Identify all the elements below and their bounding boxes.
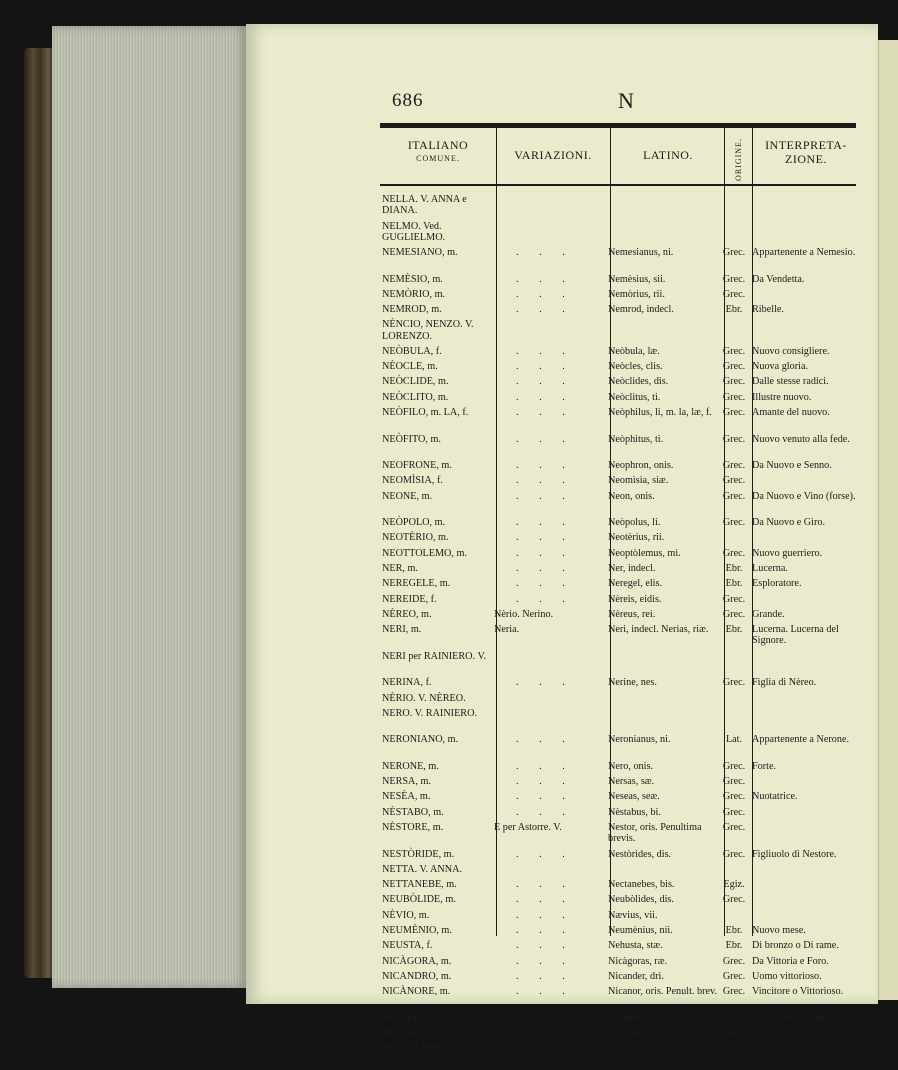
table-row	[382, 1013, 862, 1028]
cell-it: NICÀNORE, m.	[382, 986, 451, 998]
cell-la: Nèreis, eidis.	[608, 593, 662, 605]
cell-it: NICÀSIO, m.	[382, 1028, 439, 1039]
cell-it: NETTANEBE, m.	[382, 879, 457, 891]
cell-va: . . .	[516, 677, 574, 689]
cell-in: Da Nuovo e Senno.	[752, 460, 832, 472]
cell-it: NER, m.	[382, 563, 418, 575]
cell-or: Grec.	[722, 361, 746, 373]
cell-or: Grec.	[722, 460, 746, 472]
cell-va: . . .	[516, 955, 574, 967]
cell-va: . . .	[516, 304, 574, 316]
cell-it: NETTA. V. ANNA.	[382, 863, 463, 875]
cell-or: Ebr.	[725, 624, 743, 636]
table-row	[382, 221, 862, 248]
table-row	[382, 407, 862, 434]
cell-it: NEÒPOLO, m.	[382, 517, 446, 529]
cell-va: . . .	[516, 848, 574, 860]
cell-it: NEMESIANO, m.	[382, 247, 458, 258]
cell-in: Di bronzo o Di rame.	[752, 940, 839, 952]
header-comune-label: COMUNE.	[416, 154, 460, 163]
table-row	[382, 460, 862, 475]
cell-va: . . .	[516, 734, 574, 746]
table-row	[382, 548, 862, 563]
table-row	[382, 1043, 862, 1070]
cell-or: Grec.	[722, 593, 746, 605]
table-row	[382, 791, 862, 806]
cell-la: Neòpolus, li.	[608, 517, 661, 529]
cell-la: Neòphilus, li, m. la, læ, f.	[608, 407, 712, 419]
table-row	[382, 734, 862, 761]
table-row	[382, 864, 862, 879]
cell-va: . . .	[516, 760, 574, 772]
facing-page-edge	[878, 40, 898, 1000]
cell-it: NEÒFILO, m. LA, f.	[382, 407, 469, 419]
cell-in: Figlia di Nèreo.	[752, 677, 817, 689]
cell-it: NEÒCLIDE, m.	[382, 376, 449, 388]
cell-or: Ebr.	[725, 578, 743, 590]
cell-va: . . .	[516, 517, 574, 529]
table-row	[382, 677, 862, 692]
header-latino: LATINO.	[643, 148, 693, 162]
cell-it: NEOFRONE, m.	[382, 460, 452, 472]
cell-la: Nicàgoras, ræ.	[608, 955, 668, 967]
cell-la: Nicarete, tis.	[608, 1012, 660, 1024]
cell-it: NERO. V. RAINIERO.	[382, 707, 477, 719]
cell-or: Grec.	[722, 547, 746, 559]
cell-va: . . .	[516, 391, 574, 403]
cell-la: Nemesianus, ni.	[608, 247, 674, 258]
cell-or: Grec.	[722, 986, 746, 998]
cell-va: . . .	[516, 970, 574, 982]
header-italiano	[380, 138, 496, 166]
cell-in: Nuova gloria.	[752, 361, 809, 373]
table-row	[382, 693, 862, 708]
cell-va: . . .	[516, 345, 574, 357]
cell-la: Neri, indecl. Nerias, riæ.	[608, 624, 709, 636]
cell-la: Neòcles, clis.	[608, 361, 663, 373]
table-row	[382, 517, 862, 532]
table-row	[382, 849, 862, 864]
table-row	[382, 708, 862, 735]
cell-it: NÈSTABO, m.	[382, 806, 444, 818]
cell-in: Uomo vittorioso.	[752, 970, 822, 982]
table-row	[382, 940, 862, 955]
cell-or: Grec.	[722, 791, 746, 803]
cell-la: Neotèrius, rii.	[608, 532, 665, 544]
cell-va: . . .	[516, 490, 574, 502]
cell-la: Neòbula, læ.	[608, 345, 660, 357]
cell-va: . . .	[516, 986, 574, 998]
cell-it: NEMÈSIO, m.	[382, 273, 443, 285]
cell-la: Neoptòlemus, mi.	[608, 547, 681, 559]
cell-in: Da Nuovo e Giro.	[752, 517, 825, 529]
cell-it: NÈREO, m.	[382, 608, 432, 620]
cell-it: NESÈA, m.	[382, 791, 431, 803]
cell-va: Nèrio. Nerino.	[494, 608, 554, 620]
table-row	[382, 925, 862, 940]
cell-va: . . .	[516, 288, 574, 300]
cell-la: Nicander, dri.	[608, 970, 664, 982]
cell-or: Grec.	[722, 776, 746, 788]
table-row	[382, 346, 862, 361]
cell-it: NERINA, f.	[382, 677, 432, 689]
cell-or: Grec.	[722, 1012, 746, 1024]
book-spine	[24, 48, 54, 978]
cell-in: Vincitore o Vittorioso.	[752, 986, 844, 998]
table-row	[382, 434, 862, 461]
cell-in: Nuovo venuto alla fede.	[752, 433, 850, 445]
cell-it: NÈOCLE, m.	[382, 361, 438, 373]
cell-or: Egiz.	[723, 879, 745, 891]
table-row	[382, 956, 862, 971]
page-number: 686	[392, 90, 424, 111]
cell-it: NEONE, m.	[382, 490, 433, 502]
cell-la: Neomìsia, siæ.	[608, 475, 669, 487]
cell-in: Da Nuovo e Vino (forse).	[752, 490, 856, 502]
cell-it: NEÒBULA, f.	[382, 345, 442, 357]
page-edges	[52, 26, 248, 988]
cell-va: . . .	[516, 361, 574, 373]
cell-va: . . .	[516, 909, 574, 921]
cell-it: NELMO. Ved. GUGLIELMO.	[382, 220, 446, 243]
table-row	[382, 807, 862, 822]
cell-la: Nèreus, rei.	[608, 608, 656, 620]
cell-or: Grec.	[722, 848, 746, 860]
cell-it: NICÀGORA, m.	[382, 955, 452, 967]
cell-va: . . .	[516, 593, 574, 605]
table-row	[382, 289, 862, 304]
cell-va: . . .	[516, 940, 574, 952]
header-origine	[726, 134, 750, 184]
table-row	[382, 578, 862, 593]
cell-la: Neòclitus, ti.	[608, 391, 661, 403]
cell-la: Neon, onis.	[608, 490, 655, 502]
dictionary-page	[246, 24, 878, 1055]
section-letter: N	[618, 88, 634, 113]
cell-in: Nuotatrice.	[752, 791, 798, 803]
cell-la: Neòclides, dis.	[608, 376, 669, 388]
cell-la: Neregel, elis.	[608, 578, 663, 590]
cell-or: Grec.	[722, 822, 746, 834]
cell-la: Nævius, vii.	[608, 909, 658, 921]
cell-va: . . .	[516, 460, 574, 472]
cell-in: Nuovo consigliere.	[752, 345, 830, 357]
cell-or: Grec.	[722, 490, 746, 502]
cell-la: Ner, indecl.	[608, 563, 656, 575]
cell-or: Grec.	[722, 608, 746, 620]
cell-in: Nuovo guerriero.	[752, 547, 823, 559]
cell-la: Neubòlides, dis.	[608, 894, 674, 906]
cell-or: Grec.	[722, 760, 746, 772]
cell-va: . . .	[516, 791, 574, 803]
cell-va: . . .	[516, 247, 574, 258]
cell-it: NEUSTA, f.	[382, 940, 433, 952]
cell-va: . . .	[516, 776, 574, 788]
cell-la: Nemèsius, sii.	[608, 273, 666, 285]
cell-va: . . .	[516, 879, 574, 891]
cell-in: Lucerna.	[752, 563, 788, 575]
cell-or: Grec.	[722, 1028, 746, 1039]
cell-it: NESTÒRIDE, m.	[382, 848, 455, 860]
table-row	[382, 532, 862, 547]
cell-or: Grec.	[722, 247, 746, 258]
cell-va: . . .	[516, 563, 574, 575]
cell-it: NERSA, m.	[382, 776, 431, 788]
cell-in: Nuovo mese.	[752, 925, 806, 937]
cell-in: Illustre nuovo.	[752, 391, 812, 403]
cell-in: Lucerna. Lucerna del Signore.	[752, 624, 839, 647]
cell-va: . . .	[516, 433, 574, 445]
table-row	[382, 651, 862, 678]
table-row	[382, 1028, 862, 1043]
cell-or: Grec.	[722, 273, 746, 285]
header-bottom-rule	[380, 184, 856, 186]
cell-va: Neria.	[494, 624, 520, 636]
cell-in: Da Vittoria e Foro.	[752, 955, 829, 967]
cell-va: . . .	[516, 547, 574, 559]
cell-it: NÈVIO, m.	[382, 909, 430, 921]
cell-it: NEÒCLITO, m.	[382, 391, 449, 403]
cell-in: Da Vendetta.	[752, 273, 805, 285]
table-row	[382, 491, 862, 518]
cell-va: . . .	[516, 925, 574, 937]
cell-in: Appartenente a Nerone.	[752, 734, 850, 746]
cell-va: . . .	[516, 407, 574, 419]
cell-it: NÈNCIO, NENZO. V. LORENZO.	[382, 319, 474, 342]
table-row	[382, 361, 862, 376]
cell-la: Nemrod, indecl.	[608, 304, 674, 316]
cell-va: . . .	[516, 532, 574, 544]
table-row	[382, 986, 862, 1013]
table-row	[382, 563, 862, 578]
cell-or: Grec.	[722, 376, 746, 388]
header-interpretazione: INTERPRETA-ZIONE.	[765, 138, 847, 166]
cell-or: Grec.	[722, 955, 746, 967]
cell-va: . . .	[516, 376, 574, 388]
cell-it: NEUBÒLIDE, m.	[382, 894, 456, 906]
cell-va: . . .	[516, 578, 574, 590]
cell-va: . . .	[516, 273, 574, 285]
header-top-rule	[380, 123, 856, 128]
cell-or: Ebr.	[725, 304, 743, 316]
cell-it: NERI per RAINIERO. V.	[382, 650, 487, 662]
cell-it: NERONIANO, m.	[382, 734, 459, 746]
cell-va: . . .	[516, 1028, 574, 1039]
table-row	[382, 776, 862, 791]
cell-or: Ebr.	[725, 925, 743, 937]
cell-it: NEOTTOLEMO, m.	[382, 547, 467, 559]
cell-la: Nero, onis.	[608, 760, 653, 772]
cell-it: NERI, m.	[382, 624, 422, 636]
cell-la: Nemòrius, rii.	[608, 288, 665, 300]
cell-la: Nectanebes, bis.	[608, 879, 675, 891]
cell-la: Nersas, sæ.	[608, 776, 655, 788]
table-row	[382, 274, 862, 289]
cell-it: NICARETE, f.	[382, 1012, 444, 1024]
cell-va: E per Astorre. V.	[494, 822, 562, 834]
cell-it: NEMROD, m.	[382, 304, 442, 316]
cell-or: Grec.	[722, 970, 746, 982]
cell-or: Lat.	[725, 734, 743, 746]
cell-or: Grec.	[722, 894, 746, 906]
cell-or: Grec.	[722, 345, 746, 357]
cell-in: Amante del nuovo.	[752, 407, 830, 419]
cell-or: Grec.	[722, 288, 746, 300]
entry-list	[382, 194, 862, 1070]
cell-it: NICE. V. BERENICE.	[382, 1043, 475, 1055]
cell-la: Nehusta, stæ.	[608, 940, 663, 952]
cell-la: Neòphitus, ti.	[608, 433, 664, 445]
table-row	[382, 594, 862, 609]
cell-la: Nestor, oris. Penultima brevis.	[608, 822, 702, 845]
header-variazioni: VARIAZIONI.	[514, 148, 592, 162]
table-row	[382, 971, 862, 986]
cell-or: Grec.	[722, 391, 746, 403]
cell-va: . . .	[516, 1012, 574, 1024]
cell-va: . . .	[516, 475, 574, 487]
header-italiano-label: ITALIANO	[407, 138, 469, 152]
header-origine-label: ORIGINE.	[733, 137, 743, 181]
cell-it: NERONE, m.	[382, 760, 439, 772]
cell-or: Grec.	[722, 475, 746, 487]
cell-in: Forte.	[752, 760, 777, 772]
cell-va: . . .	[516, 806, 574, 818]
cell-or: Grec.	[722, 433, 746, 445]
cell-in: Appartenente a Nemesio.	[752, 247, 856, 258]
cell-it: NEOTÈRIO, m.	[382, 532, 449, 544]
cell-in: Figliuolo di Nestore.	[752, 848, 837, 860]
table-row	[382, 624, 862, 651]
cell-or: Ebr.	[725, 563, 743, 575]
cell-va: . . .	[516, 894, 574, 906]
table-row	[382, 194, 862, 221]
table-row	[382, 910, 862, 925]
cell-or: Grec.	[722, 517, 746, 529]
cell-or: Grec.	[722, 806, 746, 818]
cell-in: Esploratore.	[752, 578, 802, 590]
cell-or: Grec.	[722, 407, 746, 419]
cell-la: Neronianus, ni.	[608, 734, 671, 746]
cell-it: NEMÒRIO, m.	[382, 288, 446, 300]
table-row	[382, 894, 862, 909]
table-row	[382, 392, 862, 407]
table-row	[382, 761, 862, 776]
cell-it: NELLA. V. ANNA e DIANA.	[382, 194, 467, 217]
table-row	[382, 609, 862, 624]
cell-in: Dalle stesse radici.	[752, 376, 829, 388]
cell-it: NEOMÌSIA, f.	[382, 475, 443, 487]
table-row	[382, 475, 862, 490]
cell-it: NICANDRO, m.	[382, 970, 452, 982]
table-row	[382, 822, 862, 849]
cell-or: Grec.	[722, 677, 746, 689]
cell-la: Nèstabus, bi.	[608, 806, 661, 818]
table-row	[382, 376, 862, 391]
table-row	[382, 879, 862, 894]
table-row	[382, 247, 862, 274]
table-row	[382, 319, 862, 346]
cell-it: NEREIDE, f.	[382, 593, 437, 605]
cell-in: Ribelle.	[752, 304, 784, 316]
cell-it: NEÒFITO, m.	[382, 433, 441, 445]
cell-la: Nestòrides, dis.	[608, 848, 672, 860]
cell-la: Nicanor, oris. Penult. brev.	[608, 986, 717, 998]
cell-or: Ebr.	[725, 940, 743, 952]
cell-in: Grande.	[752, 608, 785, 620]
cell-la: Nicàsius, sii.	[608, 1028, 661, 1039]
table-row	[382, 304, 862, 319]
cell-it: NÈSTORE, m.	[382, 822, 444, 834]
cell-it: NEREGELE, m.	[382, 578, 451, 590]
cell-la: Neophron, onis.	[608, 460, 674, 472]
cell-it: NEUMÈNIO, m.	[382, 925, 452, 937]
cell-in: Da Vittoria e Virtù.	[752, 1012, 831, 1024]
cell-la: Neseas, seæ.	[608, 791, 660, 803]
cell-la: Nerine, nes.	[608, 677, 657, 689]
cell-la: Neumènius, nii.	[608, 925, 673, 937]
cell-it: NÈRIO. V. NÈREO.	[382, 692, 466, 704]
